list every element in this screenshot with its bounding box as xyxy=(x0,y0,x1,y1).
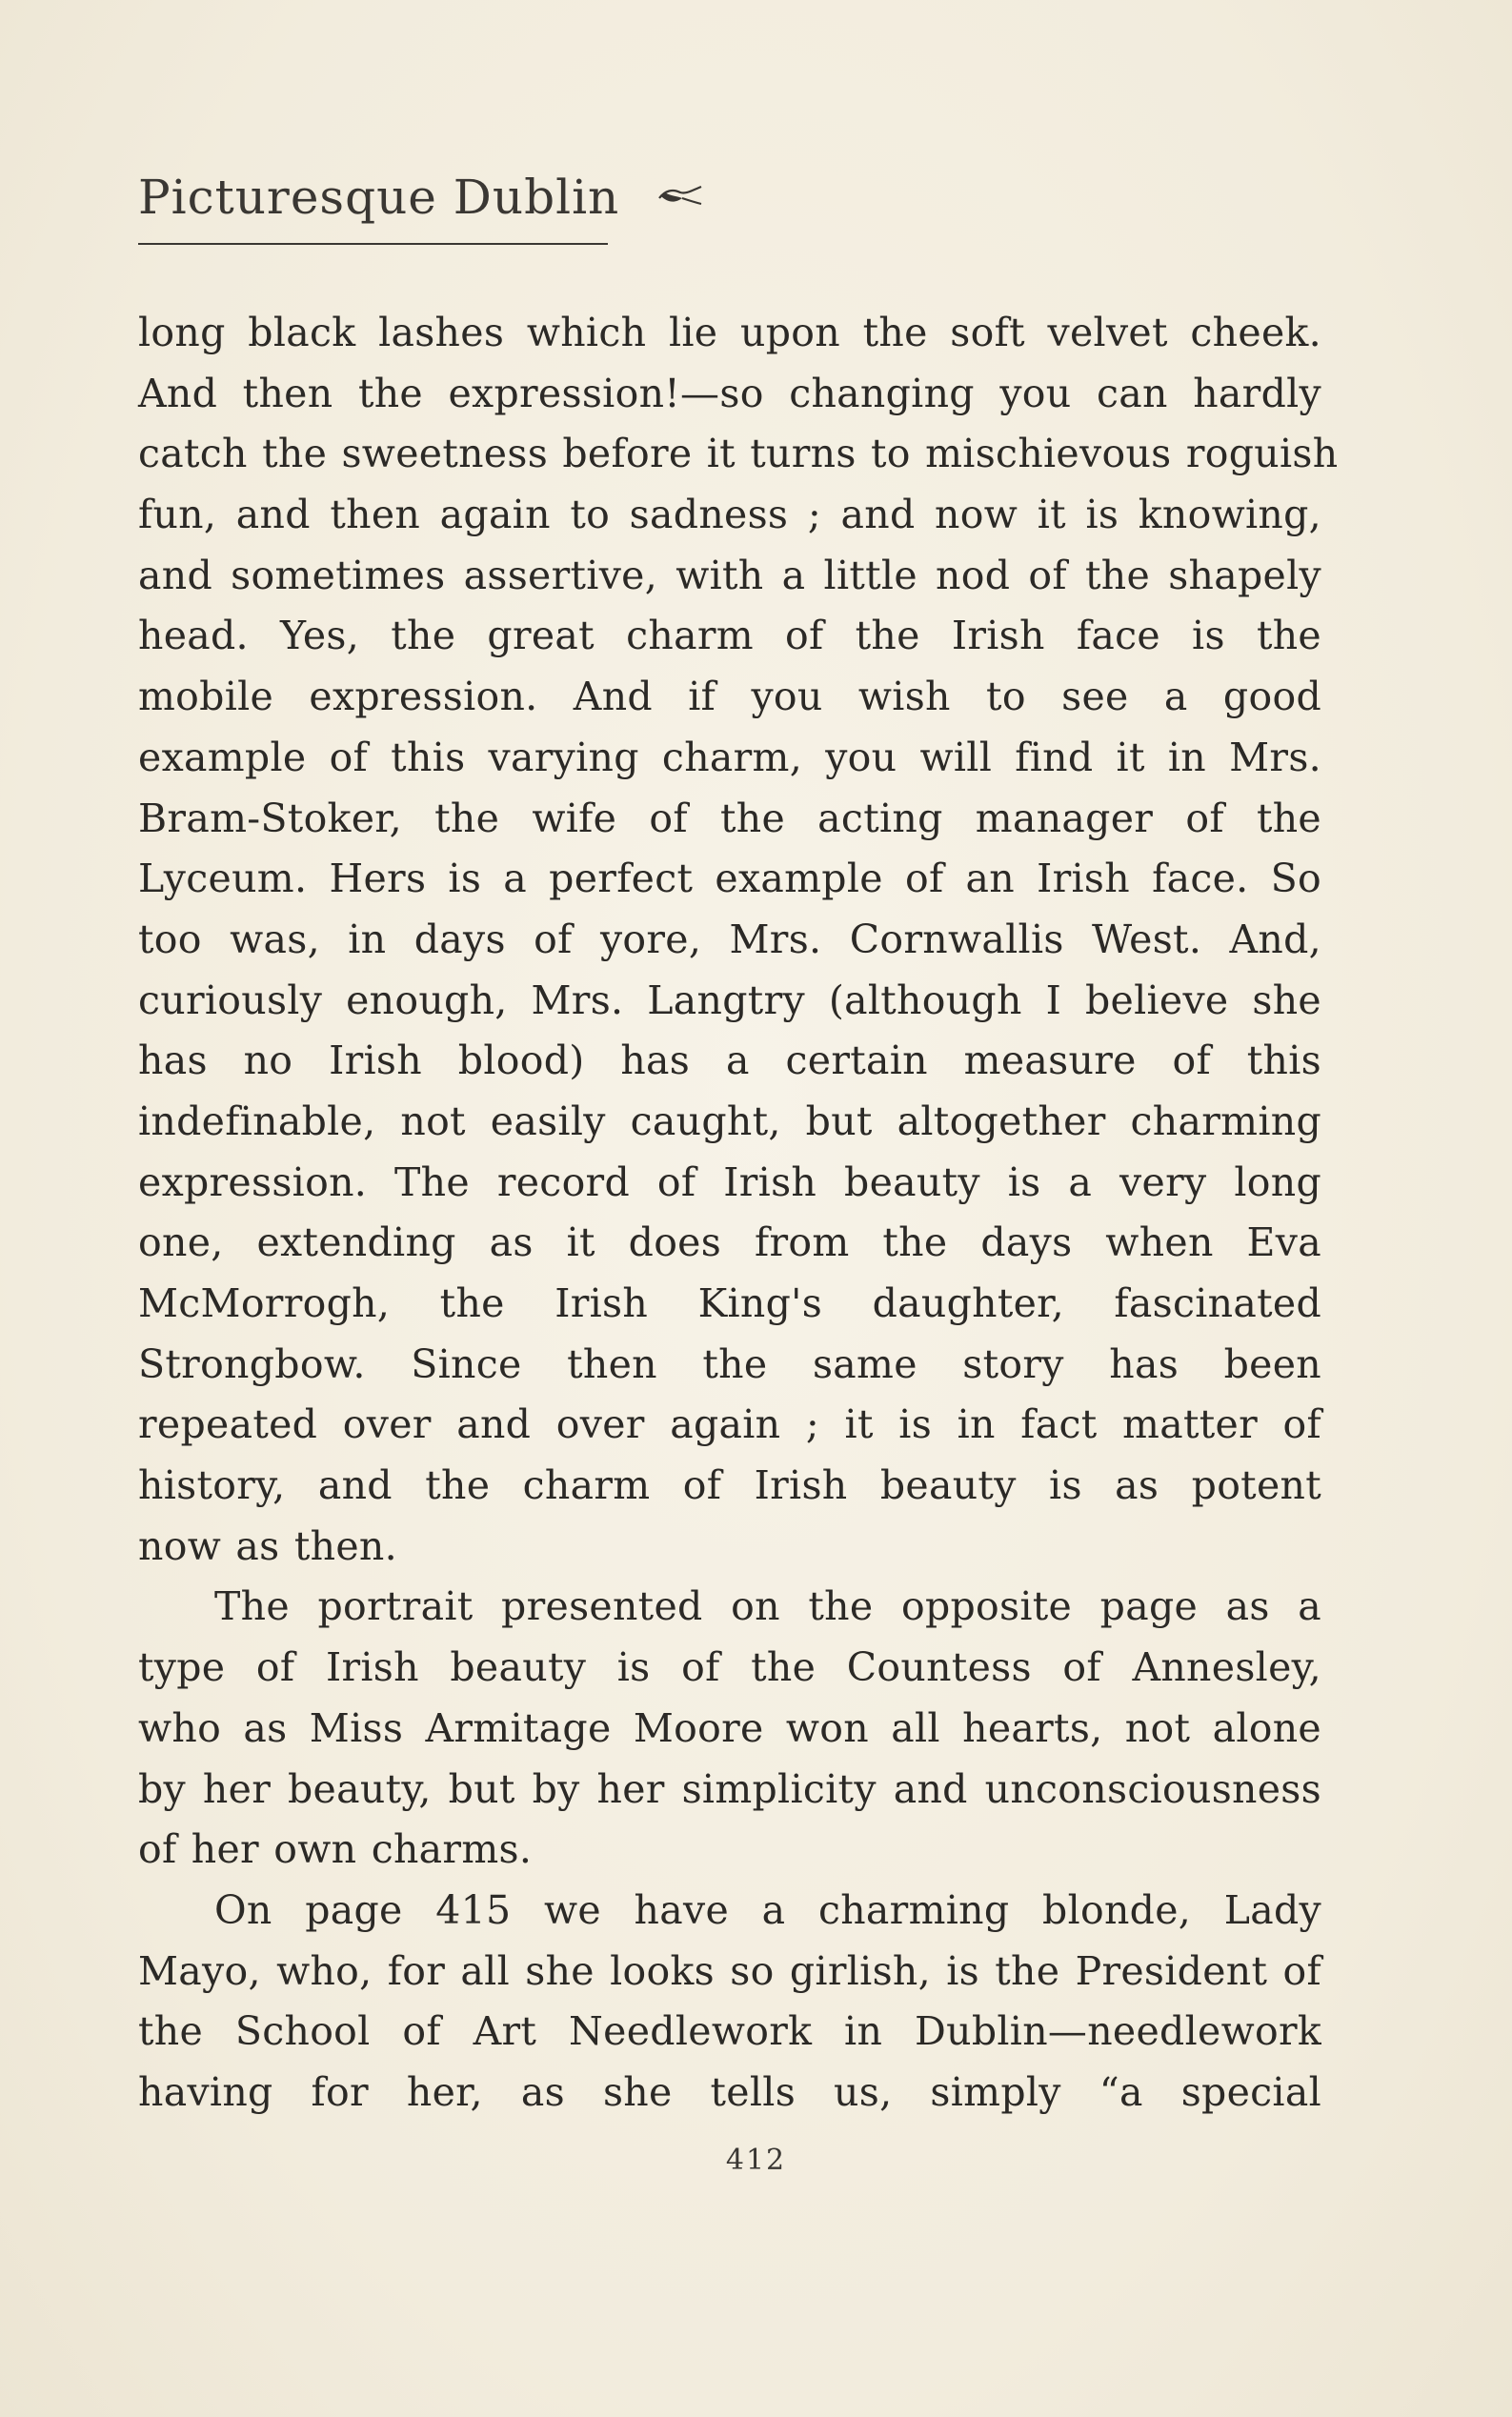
text-line: And then the expression!—so changing you can hardly xyxy=(138,370,1321,416)
text-line: the School of Art Needlework in Dublin—needlework xyxy=(138,2008,1321,2055)
text-line: Lyceum. Hers is a perfect example of an Irish face. So xyxy=(138,856,1321,902)
text-line: expression. The record of Irish beauty is a very long xyxy=(138,1158,1321,1205)
text-line: Mayo, who, for all she looks so girlish, is the President of xyxy=(138,1947,1321,1994)
pointing-hand-icon xyxy=(657,181,703,210)
text-line: head. Yes, the great charm of the Irish face is the xyxy=(138,613,1321,659)
text-line: repeated over and over again ; it is in fact matter of xyxy=(138,1401,1321,1448)
text-line: having for her, as she tells us, simply “a special xyxy=(138,2068,1321,2115)
text-line: Strongbow. Since then the same story has been xyxy=(138,1340,1321,1387)
text-line: catch the sweetness before it turns to mischievous roguish xyxy=(138,431,1339,477)
body-text xyxy=(138,303,1339,2124)
text-line: curiously enough, Mrs. Langtry (although I believe she xyxy=(138,977,1321,1023)
paragraph-start-line: On page 415 we have a charming blonde, Lady xyxy=(214,1886,1321,1933)
paragraph-end-line: now as then. xyxy=(138,1522,397,1569)
header-rule xyxy=(138,243,608,245)
text-line: long black lashes which lie upon the soft velvet cheek. xyxy=(138,310,1321,355)
text-line: type of Irish beauty is of the Countess of Annesley, xyxy=(138,1644,1321,1691)
text-line: and sometimes assertive, with a little nod of the shapely xyxy=(138,552,1321,598)
text-line: who as Miss Armitage Moore won all hearts, not alone xyxy=(138,1704,1321,1751)
text-line: too was, in days of yore, Mrs. Cornwallis West. And, xyxy=(138,916,1321,962)
text-line: history, and the charm of Irish beauty is as potent xyxy=(138,1462,1321,1509)
text-line: example of this varying charm, you will find it in Mrs. xyxy=(138,734,1321,780)
text-line: Bram-Stoker, the wife of the acting manager of the xyxy=(138,795,1321,841)
text-line: McMorrogh, the Irish King's daughter, fascinated xyxy=(138,1280,1321,1326)
text-line: indefinable, not easily caught, but altogether charming xyxy=(138,1098,1321,1144)
paragraph-end-line: of her own charms. xyxy=(138,1826,533,1873)
text-line: has no Irish blood) has a certain measure of this xyxy=(138,1037,1321,1084)
page-number: 412 xyxy=(725,2144,787,2177)
text-line: fun, and then again to sadness ; and now it is knowing, xyxy=(138,492,1321,538)
paragraph-start-line: The portrait presented on the opposite page as a xyxy=(214,1583,1321,1630)
running-header xyxy=(138,170,620,246)
text-line: mobile expression. And if you wish to see a good xyxy=(138,674,1321,720)
text-line: one, extending as it does from the days when Eva xyxy=(138,1219,1321,1266)
running-head-title: Picturesque Dublin xyxy=(138,170,620,225)
text-line: by her beauty, but by her simplicity and unconsciousness xyxy=(138,1765,1321,1812)
